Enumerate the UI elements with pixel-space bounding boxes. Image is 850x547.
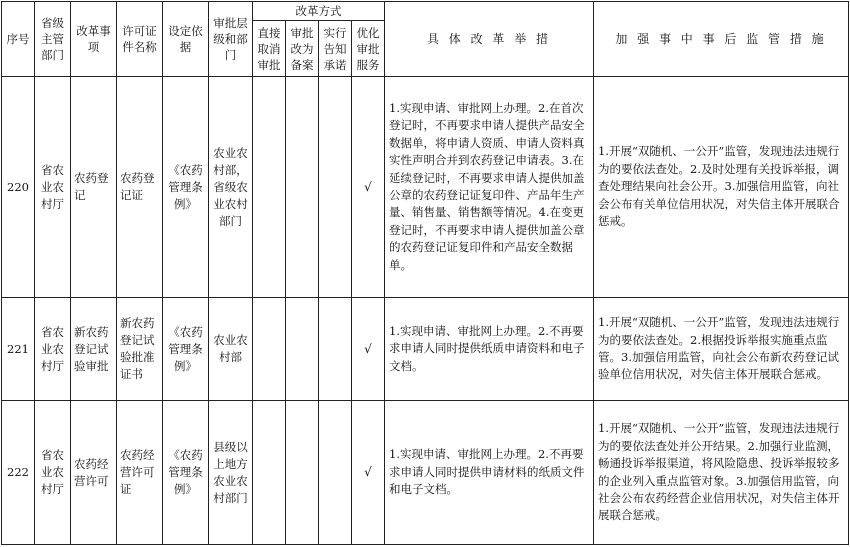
cell-supervision: 1.开展“双随机、一公开”监管，发现违法违规行为的要依法查处。2.根据投诉举报实施重点监管。3.加强信用监管，向社会公布新农药登记试验单位信用状况，对失信主体开展联合惩戒。 xyxy=(594,298,849,401)
cell-dept: 省农业农村厅 xyxy=(35,298,71,401)
cell-license: 农药登记证 xyxy=(117,77,163,298)
table-row xyxy=(2,401,849,545)
cell-measures: 1.实现申请、审批网上办理。2.不再要求申请人同时提供纸质申请资料和电子文档。 xyxy=(385,298,594,401)
cell-seq: 221 xyxy=(2,298,35,401)
header-mode-notify: 实行告知承诺 xyxy=(319,21,352,77)
cell-item: 农药登记 xyxy=(71,77,117,298)
cell-dept: 省农业农村厅 xyxy=(35,77,71,298)
cell-mode-filing xyxy=(286,401,319,545)
cell-mode-optimize: √ xyxy=(352,401,385,545)
header-seq: 序号 xyxy=(2,2,35,77)
cell-mode-notify xyxy=(319,77,352,298)
table-row xyxy=(2,298,849,401)
cell-level: 农业农村部，省级农业农村部门 xyxy=(209,77,253,298)
cell-measures: 1.实现申请、审批网上办理。2.在首次登记时，不再要求申请人提供产品安全数据单，将申请人资质、申请人资料真实性声明合并到农药登记申请表。3.在延续登记时，不再要求申请人提供加盖公章的农药登记证复印件、产品年生产量、销售量、销售额等情况。4.在变更登记时，不再要求申请人提供加盖公章的农药登记证复印件和产品安全数据单。 xyxy=(385,77,594,298)
cell-supervision: 1.开展“双随机、一公开”监管，发现违法违规行为的要依法查处。2.及时处理有关投诉举报，调查处理结果向社会公开。3.加强信用监管，向社会公布有关单位信用状况，对失信主体开展联合惩戒。 xyxy=(594,77,849,298)
header-level: 审批层级和部门 xyxy=(209,2,253,77)
header-license: 许可证件名称 xyxy=(117,2,163,77)
reform-table xyxy=(1,1,849,545)
cell-mode-cancel xyxy=(253,77,286,298)
cell-measures: 1.实现申请、审批网上办理。2.不再要求申请人同时提供申请材料的纸质文件和电子文档。 xyxy=(385,401,594,545)
cell-seq: 222 xyxy=(2,401,35,545)
header-item: 改革事项 xyxy=(71,2,117,77)
cell-basis: 《农药管理条例》 xyxy=(163,298,209,401)
cell-seq: 220 xyxy=(2,77,35,298)
header-supervision: 加 强 事 中 事 后 监 管 措 施 xyxy=(594,2,849,77)
header-basis: 设定依据 xyxy=(163,2,209,77)
cell-mode-cancel xyxy=(253,401,286,545)
cell-mode-filing xyxy=(286,77,319,298)
cell-basis: 《农药管理条例》 xyxy=(163,77,209,298)
cell-item: 新农药登记试验审批 xyxy=(71,298,117,401)
cell-basis: 《农药管理条例》 xyxy=(163,401,209,545)
cell-mode-notify xyxy=(319,401,352,545)
cell-level: 县级以上地方农业农村部门 xyxy=(209,401,253,545)
cell-mode-cancel xyxy=(253,298,286,401)
header-mode-cancel: 直接取消审批 xyxy=(253,21,286,77)
header-mode-optimize: 优化审批服务 xyxy=(352,21,385,77)
cell-level: 农业农村部 xyxy=(209,298,253,401)
table-row xyxy=(2,77,849,298)
cell-mode-notify xyxy=(319,298,352,401)
cell-dept: 省农业农村厅 xyxy=(35,401,71,545)
cell-item: 农药经营许可 xyxy=(71,401,117,545)
header-mode-filing: 审批改为备案 xyxy=(286,21,319,77)
cell-license: 农药经营许可证 xyxy=(117,401,163,545)
cell-mode-optimize: √ xyxy=(352,77,385,298)
cell-mode-optimize: √ xyxy=(352,298,385,401)
header-reform-group: 改革方式 xyxy=(253,2,385,21)
cell-mode-filing xyxy=(286,298,319,401)
header-dept: 省级主管部门 xyxy=(35,2,71,77)
cell-supervision: 1.开展“双随机、一公开”监管，发现违法违规行为的要依法查处并公开结果。2.加强行业监测，畅通投诉举报渠道，将风险隐患、投诉举报较多的企业列入重点监管对象。3.加强信用监管，向社会公布农药经营企业信用状况，对失信主体开展联合惩戒。 xyxy=(594,401,849,545)
header-measures: 具 体 改 革 举 措 xyxy=(385,2,594,77)
cell-license: 新农药登记试验批准证书 xyxy=(117,298,163,401)
